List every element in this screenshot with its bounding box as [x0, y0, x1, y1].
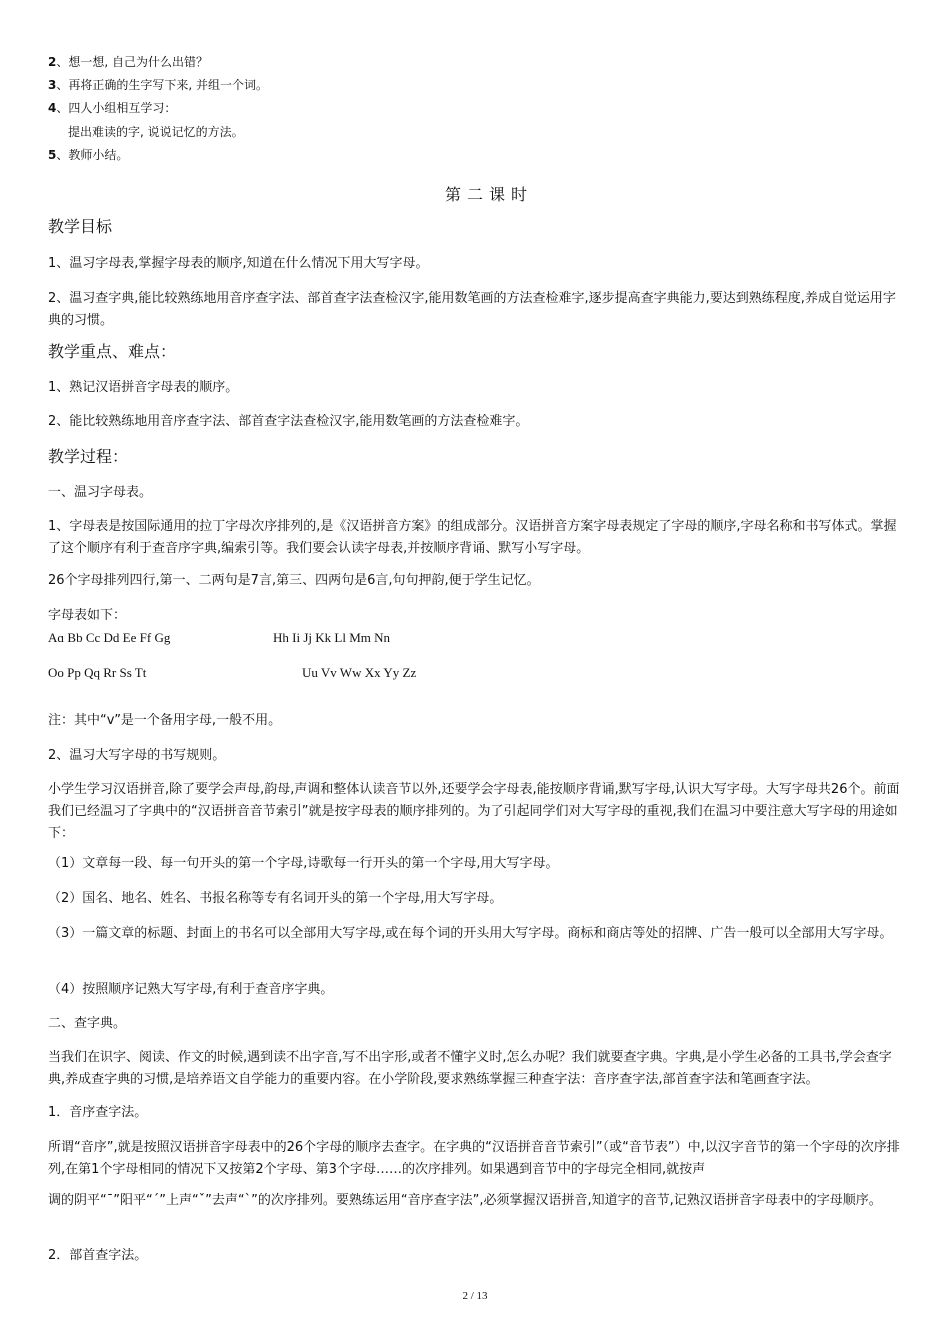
section-heading-key-points: 教学重点、难点： [48, 342, 177, 361]
alphabet-row-1a: Aɑ Bb Cc Dd Ee Ff Gg [48, 630, 171, 645]
list-item-text: 再将正确的生字写下来, 并组一个词。 [68, 78, 269, 92]
list-item-text: 想一想, 自己为什么出错？ [68, 55, 209, 69]
subsection-title: 二、查字典。 [48, 1016, 127, 1031]
list-item: 4、四人小组相互学习： [48, 101, 177, 115]
key-point-item: 1、熟记汉语拼音字母表的顺序。 [48, 380, 239, 395]
method-title: 2．部首查字法。 [48, 1248, 148, 1263]
list-item-number: 5 [48, 148, 57, 162]
rule-item: （4）按照顺序记熟大写字母,有利于查音序字典。 [48, 982, 334, 997]
section-heading-goals: 教学目标 [48, 217, 113, 236]
section-heading-process: 教学过程： [48, 447, 129, 466]
list-item: 3、再将正确的生字写下来, 并组一个词。 [48, 78, 269, 92]
list-item-text: 提出难读的字, 说说记忆的方法。 [68, 125, 244, 139]
list-item: 2、想一想, 自己为什么出错？ [48, 55, 209, 69]
list-item: 5、教师小结。 [48, 148, 129, 162]
list-item-text: 教师小结。 [68, 148, 129, 162]
goal-item: 2、温习查字典,能比较熟练地用音序查字法、部首查字法查检汉字,能用数笔画的方法查检难字,逐步提高查字典能力,要达到熟练程度,养成自觉运用字典的习惯。 [48, 291, 896, 328]
paragraph: 字母表如下： [48, 608, 127, 623]
paragraph: 所谓“音序”,就是按照汉语拼音字母表中的26个字母的顺序去查字。在字典的“汉语拼音音节索引”（或“音节表”）中,以汉字音节的第一个字母的次序排列,在第1个字母相同的情况下又按第2个字母、第3个字母……的次序排列。如果遇到音节中的字母完全相同,就按声 [48, 1140, 900, 1177]
paragraph: 2、温习大写字母的书写规则。 [48, 748, 226, 763]
paragraph: 调的阴平“ˉ”阳平“ˊ”上声“ˇ”去声“ˋ”的次序排列。要熟练运用“音序查字法”,必须掌握汉语拼音,知道字的音节,记熟汉语拼音字母表中的字母顺序。 [48, 1193, 882, 1208]
subsection-title: 一、温习字母表。 [48, 485, 153, 500]
alphabet-row-2a: Oo Pp Qq Rr Ss Tt [48, 665, 147, 680]
lesson-title: 第二课时 [444, 185, 533, 204]
key-point-item: 2、能比较熟练地用音序查字法、部首查字法查检汉字,能用数笔画的方法查检难字。 [48, 414, 529, 429]
paragraph: 26个字母排列四行,第一、二两句是7言,第三、四两句是6言,句句押韵,便于学生记忆。 [48, 573, 540, 588]
list-item-text: 四人小组相互学习： [68, 101, 177, 115]
goal-item: 1、温习字母表,掌握字母表的顺序,知道在什么情况下用大写字母。 [48, 256, 429, 271]
alphabet-row-2b: Uu Vv Ww Xx Yy Zz [302, 665, 417, 680]
rule-item: （3）一篇文章的标题、封面上的书名可以全部用大写字母,或在每个词的开头用大写字母。商标和商店等处的招牌、广告一般可以全部用大写字母。 [48, 926, 893, 941]
paragraph: 当我们在识字、阅读、作文的时候,遇到读不出字音,写不出字形,或者不懂字义时,怎么办呢？我们就要查字典。字典,是小学生必备的工具书,学会查字典,养成查字典的习惯,是培养语文自学能力的重要内容。在小学阶段,要求熟练掌握三种查字法：音序查字法,部首查字法和笔画查字法。 [48, 1050, 892, 1087]
method-title: 1．音序查字法。 [48, 1105, 148, 1120]
rule-item: （2）国名、地名、姓名、书报名称等专有名词开头的第一个字母,用大写字母。 [48, 891, 503, 906]
list-item [68, 122, 244, 142]
rule-item: （1）文章每一段、每一句开头的第一个字母,诗歌每一行开头的第一个字母,用大写字母。 [48, 856, 559, 871]
page-number: 2 / 13 [462, 1290, 488, 1302]
list-item-number: 3 [48, 78, 57, 92]
list-item-number: 2 [48, 55, 57, 69]
paragraph: 1、字母表是按国际通用的拉丁字母次序排列的,是《汉语拼音方案》的组成部分。汉语拼音方案字母表规定了字母的顺序,字母名称和书写体式。掌握了这个顺序有利于查音序字典,编索引等。我们要会认读字母表,并按顺序背诵、默写小写字母。 [48, 519, 897, 556]
alphabet-row-1b: Hh Ii Jj Kk Ll Mm Nn [273, 630, 390, 645]
note: 注：其中“v”是一个备用字母,一般不用。 [48, 713, 282, 728]
list-item-number: 4 [48, 101, 57, 115]
paragraph: 小学生学习汉语拼音,除了要学会声母,韵母,声调和整体认读音节以外,还要学会字母表,能按顺序背诵,默写字母,认识大写字母。大写字母共26个。前面我们已经温习了字典中的“汉语拼音音节索引”就是按字母表的顺序排列的。为了引起同学们对大写字母的重视,我们在温习中要注意大写字母的用途如下： [48, 782, 900, 841]
